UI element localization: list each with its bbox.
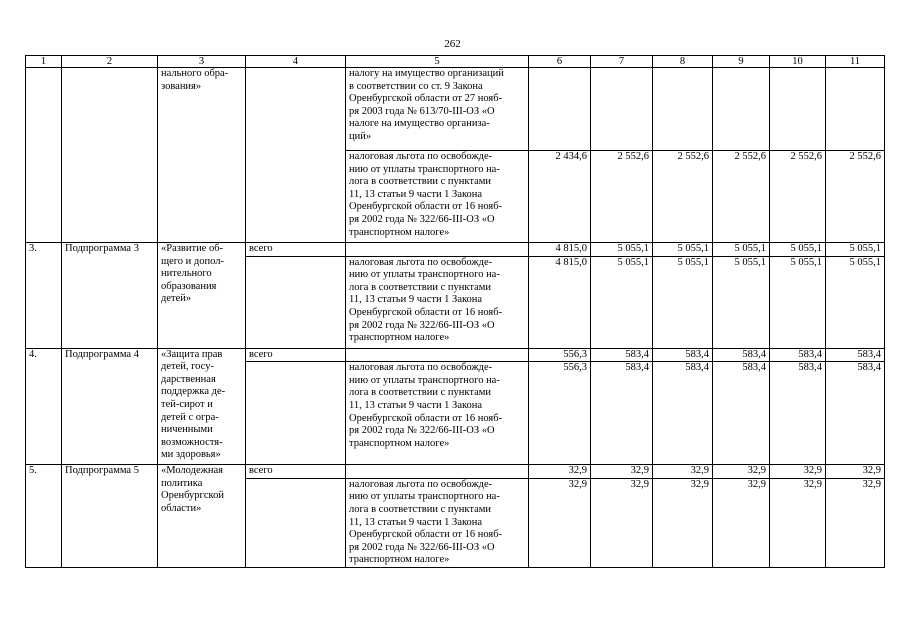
value-cell: 5 055,1 <box>826 256 885 348</box>
value-cell: 5 055,1 <box>770 256 826 348</box>
value-cell: 32,9 <box>770 465 826 479</box>
value-cell: 5 055,1 <box>653 243 713 257</box>
column-number: 1 <box>26 56 62 68</box>
value-cell: 5 055,1 <box>826 243 885 257</box>
row-number-cell: 4. <box>26 348 62 465</box>
value-cell: 583,4 <box>826 362 885 465</box>
total-label-cell: всего <box>246 465 346 479</box>
value-cell: 5 055,1 <box>770 243 826 257</box>
value-cell: 5 055,1 <box>591 243 653 257</box>
value-cell: 583,4 <box>713 348 770 362</box>
value-cell: 32,9 <box>529 465 591 479</box>
column-number-row <box>26 56 885 68</box>
column-number: 6 <box>529 56 591 68</box>
subprogram-label-cell <box>62 68 158 243</box>
total-label-cell <box>246 362 346 465</box>
value-cell: 583,4 <box>770 348 826 362</box>
value-cell <box>591 68 653 151</box>
value-cell: 32,9 <box>591 478 653 567</box>
subprogram-name-cell: «Развитие об- щего и допол- нительного образования детей» <box>158 243 246 349</box>
value-cell: 583,4 <box>826 348 885 362</box>
page-number: 262 <box>444 38 461 50</box>
subprogram-name-cell: «Защита прав детей, госу- дарственная поддержка де- тей-сирот и детей с огра- ниченными возможностя- ми здоровья» <box>158 348 246 465</box>
value-cell <box>826 68 885 151</box>
value-cell: 32,9 <box>826 465 885 479</box>
value-cell: 2 552,6 <box>591 151 653 243</box>
value-cell: 2 434,6 <box>529 151 591 243</box>
value-cell <box>713 68 770 151</box>
row-number-cell: 3. <box>26 243 62 349</box>
table-row <box>26 68 885 151</box>
description-cell: налоговая льгота по освобожде- нию от уплаты транспортного на- лога в соответствии с пунктами 11, 13 статьи 9 части 1 Закона Оренбургской области от 16 нояб- ря 2002 года № 322/66-III-ОЗ «О транспортном налоге» <box>346 478 529 567</box>
value-cell <box>529 68 591 151</box>
value-cell: 583,4 <box>591 362 653 465</box>
column-number: 8 <box>653 56 713 68</box>
value-cell: 32,9 <box>713 465 770 479</box>
value-cell: 4 815,0 <box>529 243 591 257</box>
subprogram-total-row <box>26 243 885 257</box>
value-cell: 583,4 <box>770 362 826 465</box>
description-cell: налогу на имущество организаций в соответствии со ст. 9 Закона Оренбургской области от 27 нояб- ря 2003 года № 613/70-III-ОЗ «О налоге на имущество организа- ций» <box>346 68 529 151</box>
subprogram-total-row <box>26 465 885 479</box>
value-cell: 5 055,1 <box>653 256 713 348</box>
value-cell: 32,9 <box>653 465 713 479</box>
column-number: 4 <box>246 56 346 68</box>
value-cell: 583,4 <box>591 348 653 362</box>
value-cell: 556,3 <box>529 348 591 362</box>
total-label-cell <box>246 478 346 567</box>
row-number-cell: 5. <box>26 465 62 568</box>
column-number: 7 <box>591 56 653 68</box>
value-cell: 4 815,0 <box>529 256 591 348</box>
value-cell: 32,9 <box>713 478 770 567</box>
column-number: 3 <box>158 56 246 68</box>
total-label-cell <box>246 256 346 348</box>
row-number-cell <box>26 68 62 243</box>
description-cell <box>346 465 529 479</box>
value-cell: 5 055,1 <box>591 256 653 348</box>
value-cell: 32,9 <box>770 478 826 567</box>
value-cell: 583,4 <box>713 362 770 465</box>
description-cell: налоговая льгота по освобожде- нию от уплаты транспортного на- лога в соответствии с пунктами 11, 13 статьи 9 части 1 Закона Оренбургской области от 16 нояб- ря 2002 года № 322/66-III-ОЗ «О транспортном налоге» <box>346 256 529 348</box>
value-cell: 2 552,6 <box>826 151 885 243</box>
value-cell: 2 552,6 <box>713 151 770 243</box>
column-number: 2 <box>62 56 158 68</box>
value-cell: 583,4 <box>653 348 713 362</box>
total-label-cell: всего <box>246 243 346 257</box>
subprogram-label-cell: Подпрограмма 4 <box>62 348 158 465</box>
column-number: 9 <box>713 56 770 68</box>
value-cell: 32,9 <box>529 478 591 567</box>
description-cell <box>346 348 529 362</box>
column-number: 5 <box>346 56 529 68</box>
subprogram-name-cell: нального обра- зования» <box>158 68 246 243</box>
subprogram-total-row <box>26 348 885 362</box>
value-cell: 583,4 <box>653 362 713 465</box>
column-number: 10 <box>770 56 826 68</box>
subprogram-label-cell: Подпрограмма 5 <box>62 465 158 568</box>
total-label-cell <box>246 68 346 243</box>
column-number: 11 <box>826 56 885 68</box>
value-cell: 32,9 <box>591 465 653 479</box>
total-label-cell: всего <box>246 348 346 362</box>
subprogram-label-cell: Подпрограмма 3 <box>62 243 158 349</box>
value-cell <box>653 68 713 151</box>
value-cell: 2 552,6 <box>653 151 713 243</box>
description-cell: налоговая льгота по освобожде- нию от уплаты транспортного на- лога в соответствии с пунктами 11, 13 статьи 9 части 1 Закона Оренбургской области от 16 нояб- ря 2002 года № 322/66-III-ОЗ «О транспортном налоге» <box>346 151 529 243</box>
subprogram-name-cell: «Молодежная политика Оренбургской области» <box>158 465 246 568</box>
value-cell: 5 055,1 <box>713 256 770 348</box>
description-cell: налоговая льгота по освобожде- нию от уплаты транспортного на- лога в соответствии с пунктами 11, 13 статьи 9 части 1 Закона Оренбургской области от 16 нояб- ря 2002 года № 322/66-III-ОЗ «О транспортном налоге» <box>346 362 529 465</box>
value-cell <box>770 68 826 151</box>
value-cell: 556,3 <box>529 362 591 465</box>
value-cell: 32,9 <box>826 478 885 567</box>
value-cell: 2 552,6 <box>770 151 826 243</box>
value-cell: 5 055,1 <box>713 243 770 257</box>
budget-table <box>25 55 885 568</box>
value-cell: 32,9 <box>653 478 713 567</box>
description-cell <box>346 243 529 257</box>
